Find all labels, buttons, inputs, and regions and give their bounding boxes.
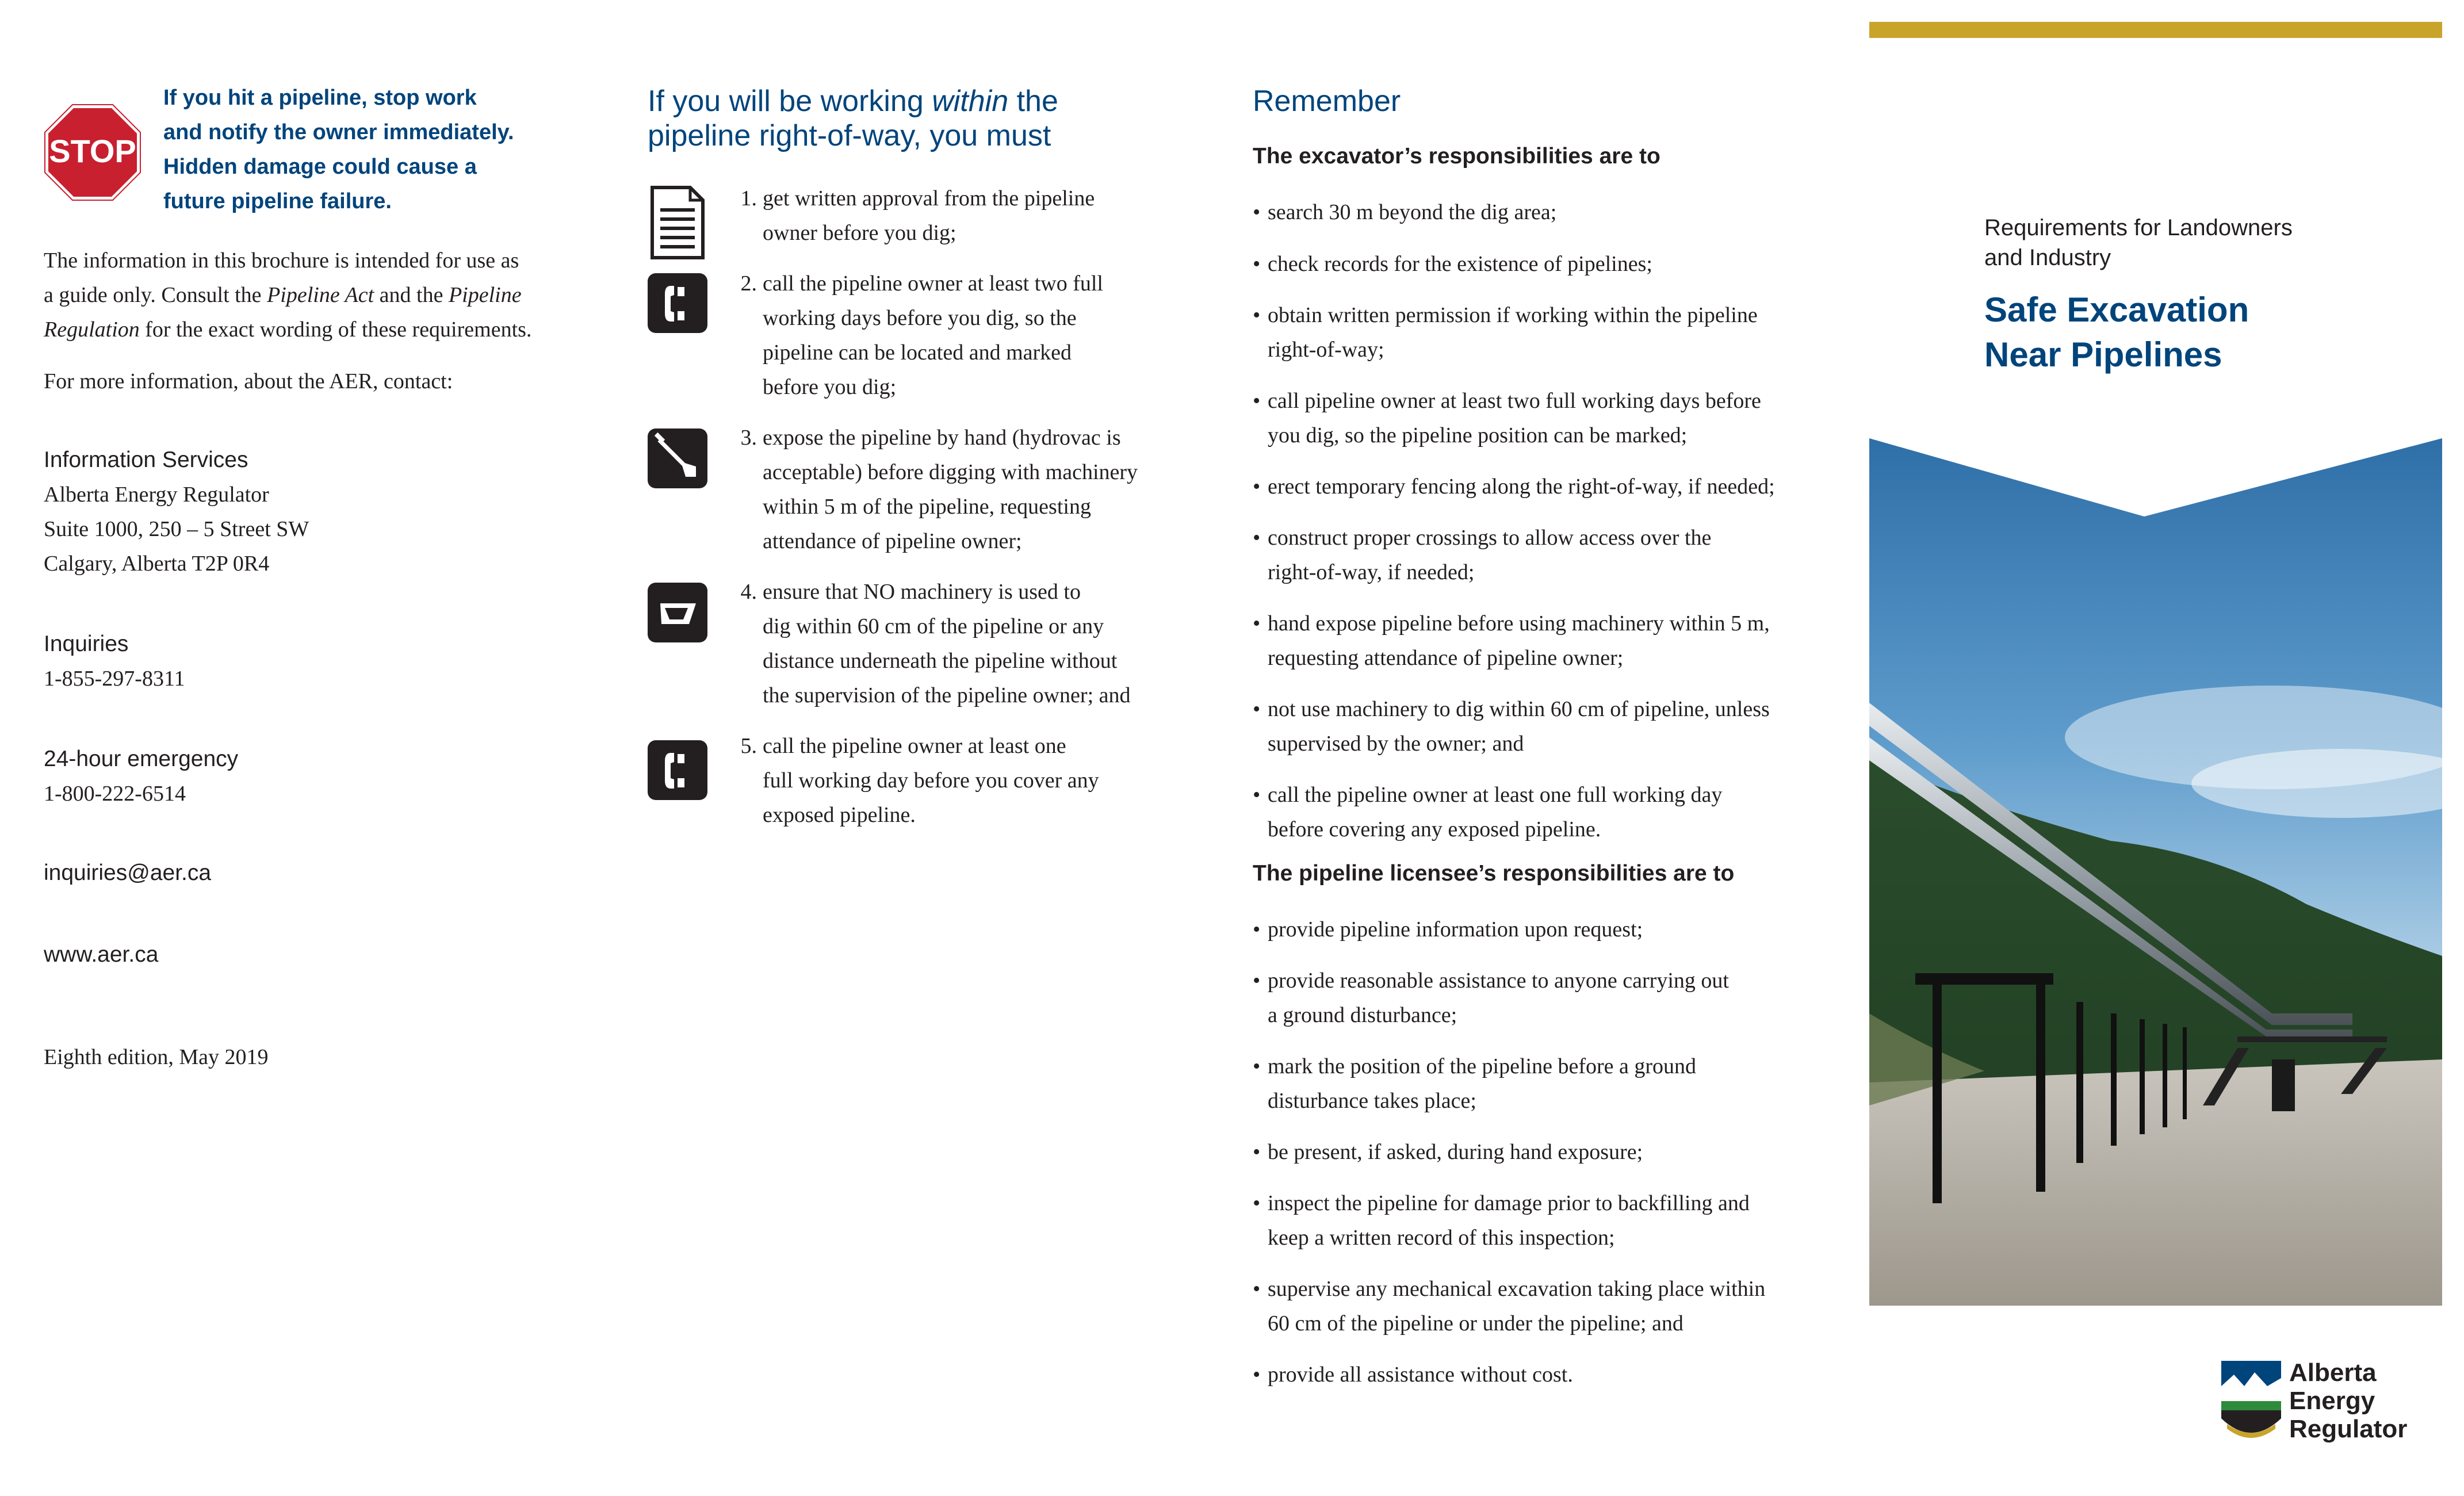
emergency-heading: 24-hour emergency xyxy=(44,747,239,771)
excavator-bucket-icon xyxy=(648,583,707,642)
address-line: Suite 1000, 250 – 5 Street SW xyxy=(44,517,309,541)
emergency-phone[interactable]: 1-800-222-6514 xyxy=(44,782,186,806)
cover-subtitle: Requirements for Landowners and Industry xyxy=(1984,215,2293,270)
disclaimer: The information in this brochure is intended for use as a guide only. Consult the Pipeline Act and the Pipeline Regulation for the exact wording of these requirements. xyxy=(44,248,532,342)
warning-line: future pipeline failure. xyxy=(163,189,392,213)
contact-panel xyxy=(44,0,596,1496)
warning-line: If you hit a pipeline, stop work xyxy=(163,86,477,110)
list-item: • provide pipeline information upon request; xyxy=(1253,912,1843,947)
shovel-icon xyxy=(648,428,707,488)
inquiries-heading: Inquiries xyxy=(44,632,129,656)
info-services-block xyxy=(44,443,596,581)
stop-warning xyxy=(163,81,600,219)
list-item: • not use machinery to dig within 60 cm of pipeline, unless supervised by the owner; and xyxy=(1253,692,1843,761)
pipeline-photo xyxy=(1869,438,2442,1306)
list-item: • mark the position of the pipeline before a ground disturbance takes place; xyxy=(1253,1049,1843,1118)
cover-title: Safe Excavation Near Pipelines xyxy=(1984,290,2249,374)
list-item: • erect temporary fencing along the right-of-way, if needed; xyxy=(1253,469,1843,504)
list-item: • obtain written permission if working within the pipeline right-of-way; xyxy=(1253,298,1843,367)
steps-heading: If you will be working within the pipeline right-of-way, you must xyxy=(648,85,1058,152)
list-item: • inspect the pipeline for damage prior to backfilling and keep a written record of this inspection; xyxy=(1253,1186,1843,1255)
list-item: • construct proper crossings to allow access over the right-of-way, if needed; xyxy=(1253,521,1843,590)
list-item: • call pipeline owner at least two full working days before you dig, so the pipeline position can be marked; xyxy=(1253,384,1843,453)
gold-accent-bar xyxy=(1869,22,2442,38)
logo-wordmark: Alberta Energy Regulator xyxy=(2289,1359,2408,1443)
document-icon xyxy=(648,185,707,245)
remember-heading: Remember xyxy=(1253,85,1401,118)
website-link[interactable]: www.aer.ca xyxy=(44,942,159,967)
step-item: 2. call the pipeline owner at least two full working days before you dig, so the pipeline can be located and marked before you dig; xyxy=(740,271,1103,399)
licensee-heading: The pipeline licensee’s responsibilities are to xyxy=(1253,861,1735,886)
edition-text: Eighth edition, May 2019 xyxy=(44,1045,269,1069)
list-item: • search 30 m beyond the dig area; xyxy=(1253,195,1843,229)
info-services-heading: Information Services xyxy=(44,447,248,472)
warning-line: Hidden damage could cause a xyxy=(163,155,477,179)
phone-icon xyxy=(648,740,707,800)
phone-icon xyxy=(648,273,707,333)
list-item: • hand expose pipeline before using machinery within 5 m, requesting attendance of pipeline owner; xyxy=(1253,606,1843,675)
warning-line: and notify the owner immediately. xyxy=(163,120,514,144)
list-item: • supervise any mechanical excavation taking place within 60 cm of the pipeline or under the pipeline; and xyxy=(1253,1272,1843,1341)
aer-logo xyxy=(2221,1359,2440,1451)
stop-sign-text: STOP xyxy=(49,133,136,169)
steps-panel xyxy=(648,0,1229,1496)
address-line: Calgary, Alberta T2P 0R4 xyxy=(44,552,270,576)
list-item: • provide reasonable assistance to anyone carrying out a ground disturbance; xyxy=(1253,963,1843,1032)
emergency-block xyxy=(44,742,596,811)
step-item: 5. call the pipeline owner at least one full working day before you cover any exposed pipeline. xyxy=(740,734,1099,827)
more-info-text: For more information, about the AER, contact: xyxy=(44,369,453,393)
inquiries-block xyxy=(44,627,596,696)
inquiries-phone[interactable]: 1-855-297-8311 xyxy=(44,667,185,691)
list-item: • check records for the existence of pipelines; xyxy=(1253,247,1843,281)
step-item: 1. get written approval from the pipeline owner before you dig; xyxy=(740,186,1095,245)
address-line: Alberta Energy Regulator xyxy=(44,483,269,507)
step-item: 3. expose the pipeline by hand (hydrovac is acceptable) before digging with machinery within 5 m of the pipeline, requesting attendance of pipeline owner; xyxy=(740,426,1138,553)
email-link[interactable]: inquiries@aer.ca xyxy=(44,860,212,885)
cover-panel xyxy=(1869,0,2444,1496)
list-item: • call the pipeline owner at least one full working day before covering any exposed pipeline. xyxy=(1253,778,1843,847)
responsibilities-panel xyxy=(1253,0,1834,1496)
stop-sign-icon xyxy=(44,104,141,201)
excavator-heading: The excavator’s responsibilities are to xyxy=(1253,144,1660,169)
list-item: • provide all assistance without cost. xyxy=(1253,1357,1843,1392)
list-item: • be present, if asked, during hand exposure; xyxy=(1253,1135,1843,1169)
step-item: 4. ensure that NO machinery is used to dig within 60 cm of the pipeline or any distance underneath the pipeline without the supervision of the pipeline owner; and xyxy=(740,580,1131,707)
